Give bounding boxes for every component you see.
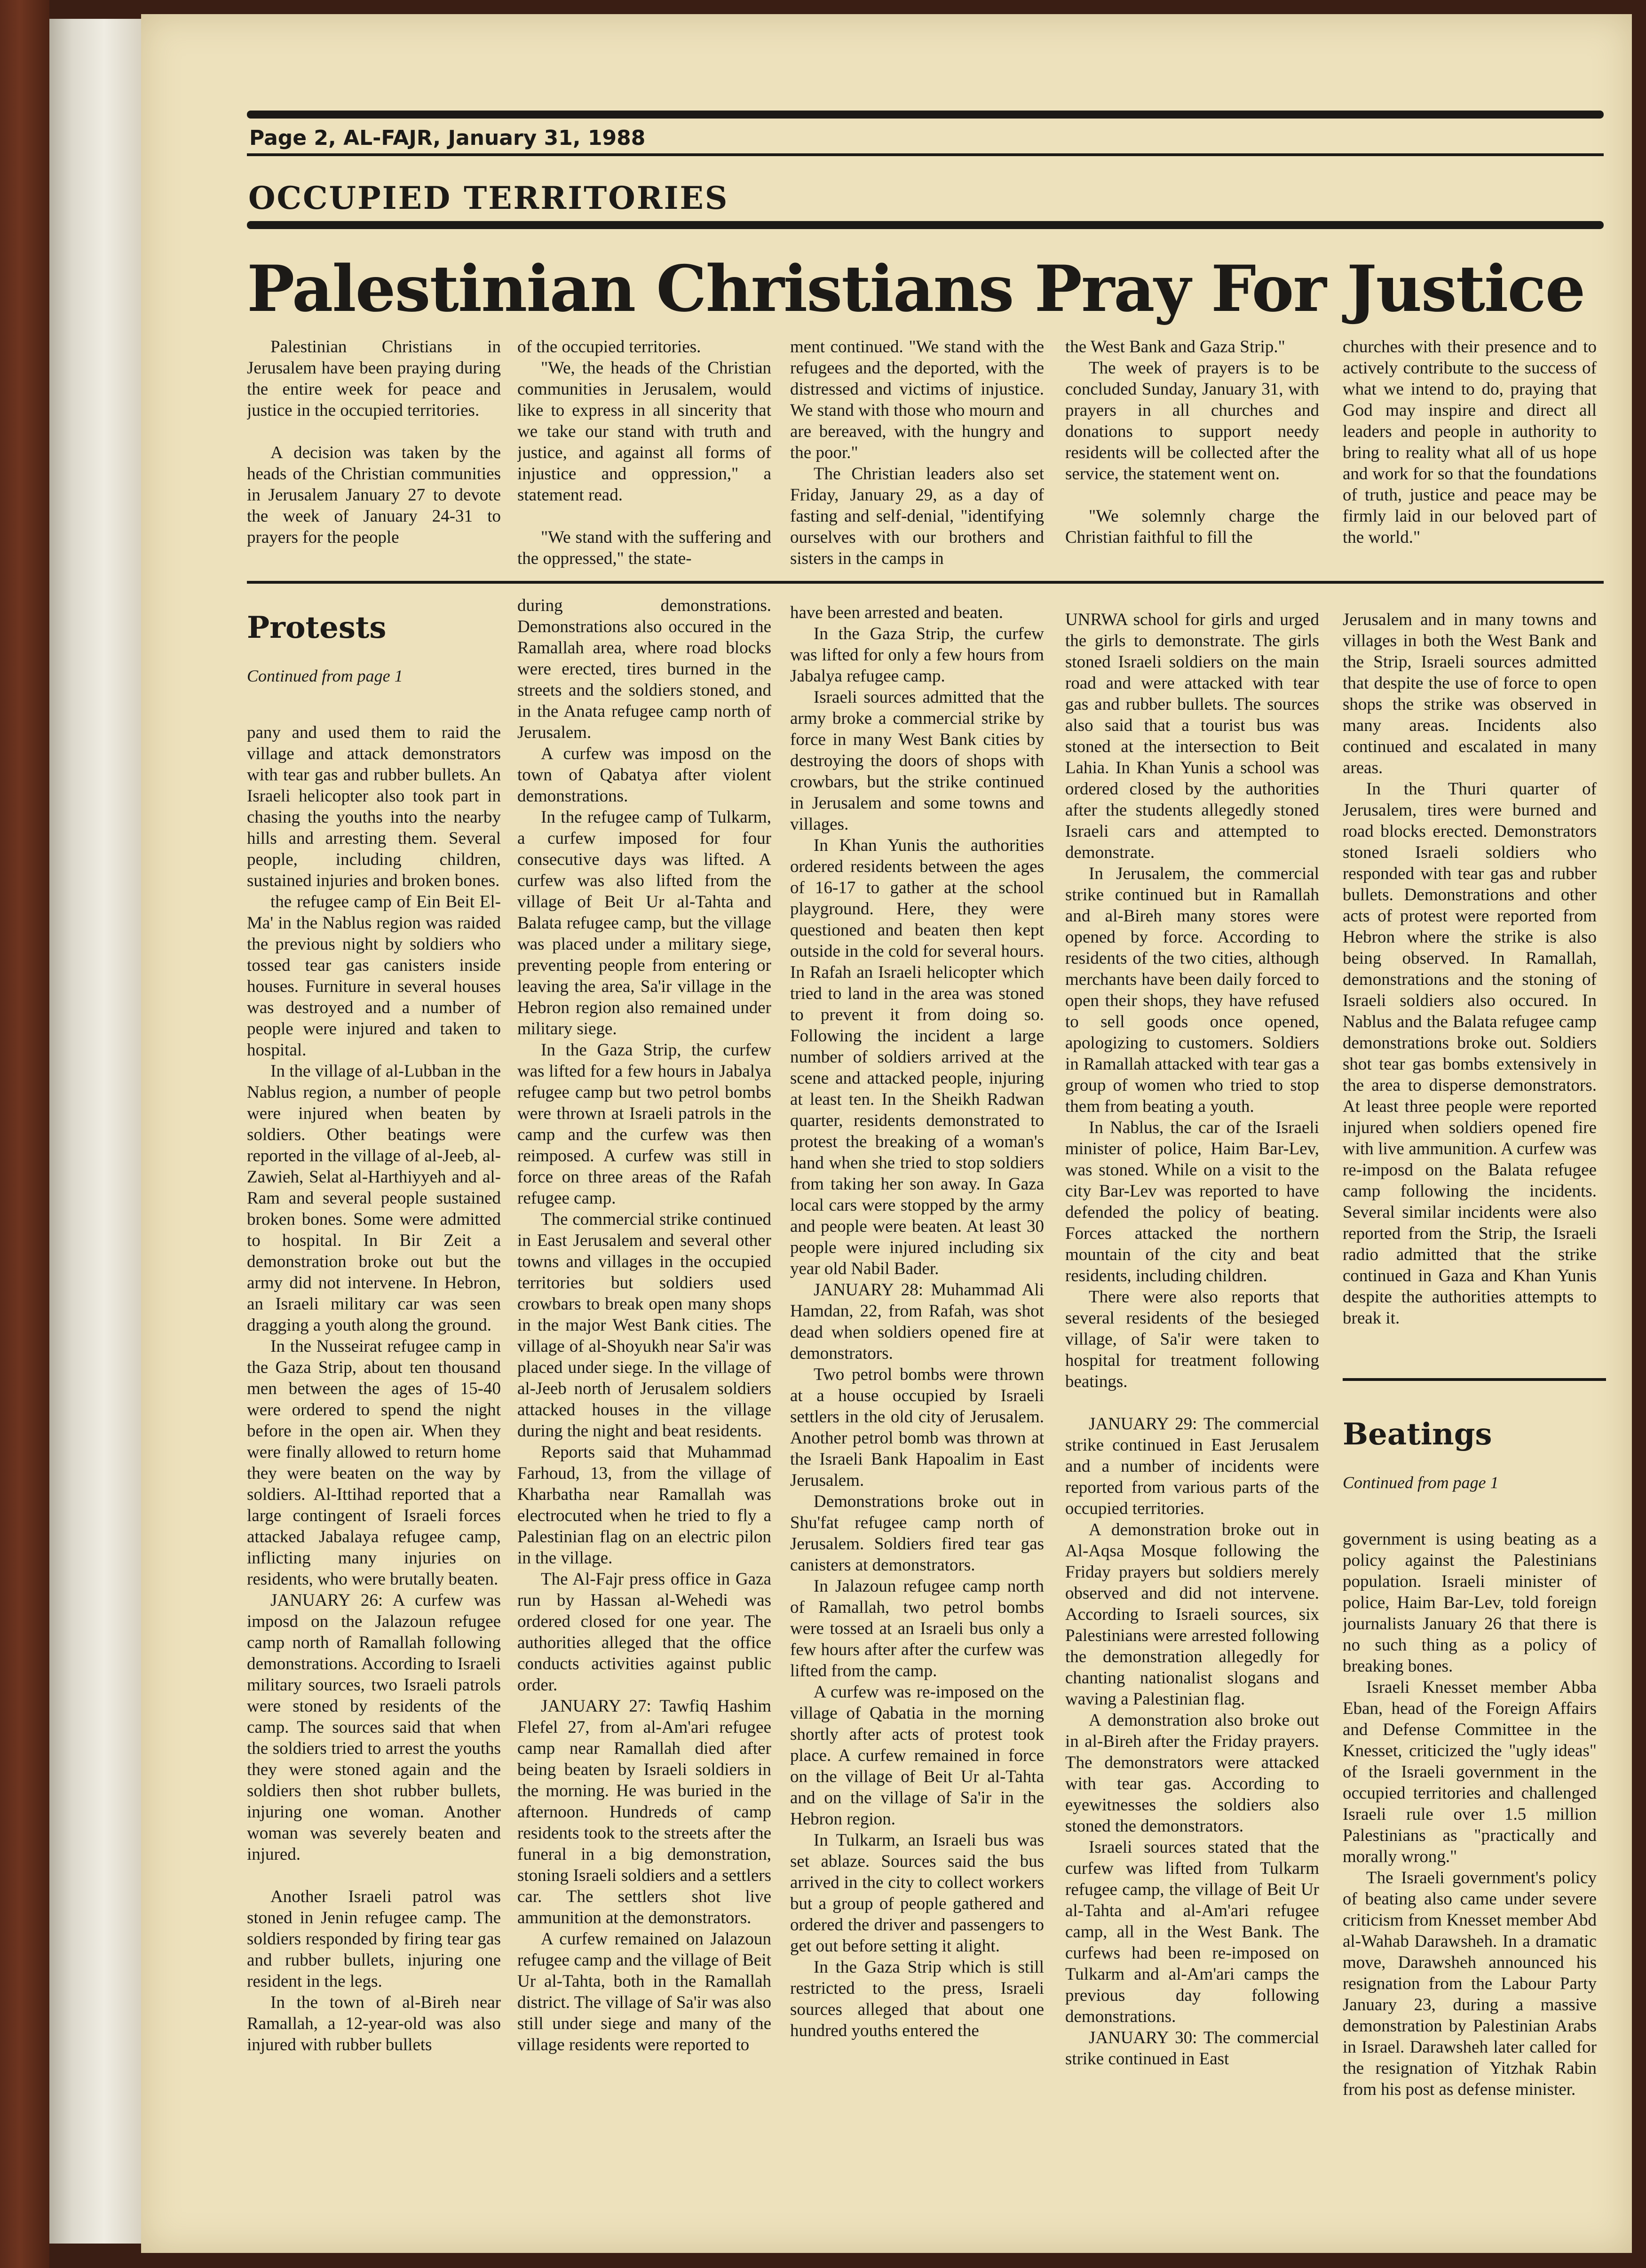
headline: Palestinian Christians Pray For Justice xyxy=(247,251,1585,326)
book-binding xyxy=(0,0,49,2268)
folio-rule xyxy=(247,153,1604,156)
beatings-paragraph: Israeli Knesset member Abba Eban, head of the Foreign Affairs and Defense Committee in the Knesset, criticized the "ugly ideas" of the Israeli government in the occupied territories and challenged Israeli rule over 1.5 million Palestinians as "practically and morally wrong." xyxy=(1343,1678,1597,1866)
protests-column-5 xyxy=(1343,609,1597,1371)
protests-paragraph: In the Gaza Strip, the curfew was lifted for only a few hours from Jabalya refugee camp. xyxy=(790,624,1044,686)
protests-heading: Protests xyxy=(247,610,387,645)
newspaper-page xyxy=(141,14,1632,2253)
lead-column-3 xyxy=(790,336,1044,581)
protests-paragraph: In Nablus, the car of the Israeli minister of police, Haim Bar-Lev, was stoned. While on a visit to the city Bar-Lev was reported to have defended the policy of beating. Forces attacked the northern mountain of the city and beat residents, including children. xyxy=(1065,1118,1319,1285)
protests-paragraph: Jerusalem and in many towns and villages in both the West Bank and the Strip, Israeli sources admitted that despite the use of force to open shops the strike was observed in many areas. Incidents also continued and escalated in many areas. xyxy=(1343,610,1597,777)
protests-paragraph: In the Gaza Strip which is still restricted to the press, Israeli sources alleged that about one hundred youths entered the xyxy=(790,1958,1044,2040)
section-rule xyxy=(247,221,1604,229)
protests-paragraph: A curfew was re-imposed on the village of Qabatia in the morning shortly after acts of protest took place. A curfew remained in force on the village of Beit Ur al-Tahta and on the village of Sa'ir in the Hebron region. xyxy=(790,1682,1044,1829)
protests-paragraph: the refugee camp of Ein Beit El-Ma' in the Nablus region was raided the previous night by soldiers who tossed tear gas canisters inside houses. Furniture in several houses was destroyed and a number of people were injured and taken to hospital. xyxy=(247,892,501,1060)
protests-column-3 xyxy=(790,602,1044,2185)
protests-column-4 xyxy=(1065,609,1319,2185)
page-edges xyxy=(49,19,144,2244)
protests-paragraph: UNRWA school for girls and urged the girls to demonstrate. The girls stoned Israeli soldiers on the main road and were attacked with tear gas and rubber bullets. The sources also said that a tourist bus was stoned at the intersection to Beit Lahia. In Khan Yunis a school was ordered closed by the authorities after the students allegedly stoned Israeli cars and attempted to demonstrate. xyxy=(1065,610,1319,862)
beatings-column xyxy=(1343,1406,1597,2185)
protests-paragraph: JANUARY 28: Muhammad Ali Hamdan, 22, from Rafah, was shot dead when soldiers opened fire at demonstrators. xyxy=(790,1280,1044,1363)
protests-paragraph: A demonstration also broke out in al-Bireh after the Friday prayers. The demonstrators were attacked with tear gas. According to eyewitnesses the soldiers also stoned the demonstrators. xyxy=(1065,1711,1319,1836)
protests-paragraph: In the Thuri quarter of Jerusalem, tires were burned and road blocks erected. Demonstrators stoned Israeli soldiers who responded with tear gas and rubber bullets. Demonstrations and other acts of protest were reported from Hebron where the strike is also being observed. In Ramallah, demonstrations and the stoning of Israeli soldiers also occured. In Nablus and the Balata refugee camp demonstrations broke out. Soldiers shot tear gas bombs extensively in the area to disperse demonstrators. At least three people were reported injured when soldiers opened fire with live ammunition. A curfew was re-imposd on the Balata refugee camp following the incidents. Several similar incidents were also reported from the Strip, the Israeli radio admitted that the strike continued in Gaza and Khan Yunis despite the authorities attempts to break it. xyxy=(1343,779,1597,1328)
protests-column-1 xyxy=(247,600,501,2185)
protests-paragraph: There were also reports that several residents of the besieged village, of Sa'ir were taken to hospital for treatment following beatings. xyxy=(1065,1287,1319,1391)
continued-note: Continued from page 1 xyxy=(1343,1473,1499,1492)
story-separator xyxy=(247,581,1604,584)
beatings-heading: Beatings xyxy=(1343,1417,1492,1452)
protests-paragraph: In Jalazoun refugee camp north of Ramallah, two petrol bombs were tossed at an Israeli bus only a few hours after after the curfew was lifted from the camp. xyxy=(790,1577,1044,1681)
beatings-paragraph: government is using beating as a policy against the Palestinians population. Israeli minister of police, Haim Bar-Lev, told foreign journalists January 26 that there is no such thing as a policy of breaking bones. xyxy=(1343,1530,1597,1676)
protests-paragraph: Another Israeli patrol was stoned in Jenin refugee camp. The soldiers responded by firing tear gas and rubber bullets, injuring one resident in the legs. xyxy=(247,1887,501,1991)
protests-paragraph: A curfew remained on Jalazoun refugee camp and the village of Beit Ur al-Tahta, both in the Ramallah district. The village of Sa'ir was also still under siege and many of the village residents were reported to xyxy=(517,1929,771,2054)
lead-column-2 xyxy=(517,336,771,581)
protests-paragraph: In the refugee camp of Tulkarm, a curfew imposed for four consecutive days was lifted. A curfew was also lifted from the village of Beit Ur al-Tahta and Balata refugee camp, but the village was placed under a military siege, preventing people from entering or leaving the area, Sa'ir village in the Hebron region also remained under military siege. xyxy=(517,808,771,1039)
lead-paragraph: The week of prayers is to be concluded Sunday, January 31, with prayers in all churches and donations to support needy residents will be collected after the service, the statement went on. xyxy=(1065,358,1319,484)
lead-paragraph: ment continued. "We stand with the refugees and the deported, with the distressed and victims of injustice. We stand with those who mourn and are bereaved, with the hungry and the poor." xyxy=(790,337,1044,462)
protests-column-2 xyxy=(517,595,771,2185)
beatings-paragraph: The Israeli government's policy of beating also came under severe criticism from Knesset member Abd al-Wahab Darawsheh. In a dramatic move, Darawsheh announced his resignation from the Labour Party January 23, during a massive demonstration by Palestinian Arabs in Israel. Darawsheh later called for the resignation of Yitzhak Rabin from his post as defense minister. xyxy=(1343,1868,1597,2099)
lead-column-5 xyxy=(1343,336,1597,581)
folio-line: Page 2, AL-FAJR, January 31, 1988 xyxy=(249,126,646,150)
protests-paragraph: Israeli sources admitted that the army broke a commercial strike by force in many West Bank cities by destroying the doors of shops with crowbars, but the strike continued in Jerusalem and some towns and villages. xyxy=(790,688,1044,834)
protests-paragraph: JANUARY 26: A curfew was imposd on the Jalazoun refugee camp north of Ramallah following demonstrations. According to Israeli military sources, two Israeli patrols were stoned by residents of the camp. The sources said that when the soldiers tried to arrest the youths they were stoned again and the soldiers then shot rubber bullets, injuring one woman. Another woman was severely beaten and injured. xyxy=(247,1591,501,1864)
lead-paragraph: "We stand with the suffering and the oppressed," the state- xyxy=(517,528,771,568)
protests-paragraph: JANUARY 29: The commercial strike continued in East Jerusalem and a number of incidents were reported from various parts of the occupied territories. xyxy=(1065,1414,1319,1518)
story-separator xyxy=(1343,1378,1606,1381)
protests-paragraph: In the Nusseirat refugee camp in the Gaza Strip, about ten thousand men between the ages of 15-40 were ordered to spend the night before in the open air. When they were finally allowed to return home they were beaten on the way by soldiers. Al-Ittihad reported that a large contingent of Israeli forces attacked Jabalaya refugee camp, inflicting many injuries on residents, who were brutally beaten. xyxy=(247,1337,501,1589)
protests-paragraph: In the Gaza Strip, the curfew was lifted for a few hours in Jabalya refugee camp but two petrol bombs were thrown at Israeli patrols in the camp and the curfew was then reimposed. A curfew was still in force on three areas of the Rafah refugee camp. xyxy=(517,1040,771,1208)
lead-paragraph: The Christian leaders also set Friday, January 29, as a day of fasting and self-denial, "identifying ourselves with our brothers and sisters in the camps in xyxy=(790,464,1044,568)
protests-paragraph: A curfew was imposd on the town of Qabatya after violent demonstrations. xyxy=(517,744,771,806)
protests-paragraph: Reports said that Muhammad Farhoud, 13, from the village of Kharbatha near Ramallah was electrocuted when he tried to fly a Palestinian flag on an electric pilon in the village. xyxy=(517,1443,771,1568)
protests-paragraph: A demonstration broke out in Al-Aqsa Mosque following the Friday prayers but soldiers merely observed and did not intervene. According to Israeli sources, six Palestinians were arrested following the demonstration allegedly for chanting nationalist slogans and waving a Palestinian flag. xyxy=(1065,1520,1319,1709)
protests-paragraph: In Jerusalem, the commercial strike continued but in Ramallah and al-Bireh many stores were opened by force. According to residents of the two cities, although merchants have been daily forced to open their shops, they have refused to sell goods once opened, apologizing to customers. Soldiers in Ramallah attacked with tear gas a group of women who tried to stop them from beating a youth. xyxy=(1065,864,1319,1116)
protests-paragraph: The commercial strike continued in East Jerusalem and several other towns and villages in the occupied territories but soldiers used crowbars to break open many shops in the major West Bank cities. The village of al-Shoyukh near Sa'ir was placed under siege. In the village of al-Jeeb north of Jerusalem soldiers attacked houses in the village during the night and beat residents. xyxy=(517,1210,771,1441)
lead-paragraph: "We, the heads of the Christian communities in Jerusalem, would like to express in all sincerity that we take our stand with truth and justice, and against all forms of injustice and oppression," a statement read. xyxy=(517,358,771,505)
protests-paragraph: In the village of al-Lubban in the Nablus region, a number of people were injured when beaten by soldiers. Other beatings were reported in the village of al-Jeeb, al-Zawieh, Selat al-Harthiyyeh and al-Ram and several people sustained broken bones. Some were admitted to hospital. In Bir Zeit a demonstration broke out but the army did not intervene. In Hebron, an Israeli military car was seen dragging a youth along the ground. xyxy=(247,1062,501,1335)
protests-paragraph: JANUARY 30: The commercial strike continued in East xyxy=(1065,2028,1319,2069)
protests-paragraph: In the town of al-Bireh near Ramallah, a 12-year-old was also injured with rubber bullets xyxy=(247,1993,501,2054)
top-rule xyxy=(247,111,1604,119)
lead-paragraph: A decision was taken by the heads of the Christian communities in Jerusalem January 27 to devote the week of January 24-31 to prayers for the people xyxy=(247,443,501,547)
lead-column-4 xyxy=(1065,336,1319,581)
lead-paragraph: the West Bank and Gaza Strip." xyxy=(1065,337,1285,357)
protests-paragraph: Two petrol bombs were thrown at a house occupied by Israeli settlers in the old city of Jerusalem. Another petrol bomb was thrown at the Israeli Bank Hapoalim in East Jerusalem. xyxy=(790,1365,1044,1490)
protests-paragraph: have been arrested and beaten. xyxy=(790,603,1003,622)
section-title: OCCUPIED TERRITORIES xyxy=(248,180,729,216)
lead-column-1 xyxy=(247,336,501,581)
protests-paragraph: In Khan Yunis the authorities ordered residents between the ages of 16-17 to gather at the school playground. Here, they were questioned and beaten then kept outside in the cold for several hours. In Rafah an Israeli helicopter which tried to land in the area was stoned to prevent it from doing so. Following the incident a large number of soldiers arrived at the scene and attacked people, injuring at least ten. In the Sheikh Radwan quarter, residents demonstrated to protest the breaking of a woman's hand when she tried to stop soldiers from taking her son away. In Gaza local cars were stopped by the army and people were beaten. At least 30 people were injured including six year old Nabil Bader. xyxy=(790,836,1044,1278)
protests-paragraph: JANUARY 27: Tawfiq Hashim Flefel 27, from al-Am'ari refugee camp near Ramallah died after being beaten by Israeli soldiers in the morning. He was buried in the afternoon. Hundreds of camp residents took to the streets after the funeral in a big demonstration, stoning Israeli soldiers and a settlers car. The settlers shot live ammunition at the demonstrators. xyxy=(517,1697,771,1927)
lead-paragraph: Palestinian Christians in Jerusalem have been praying during the entire week for peace and justice in the occupied territories. xyxy=(247,337,501,420)
protests-paragraph: Israeli sources stated that the curfew was lifted from Tulkarm refugee camp, the village of Beit Ur al-Tahta and al-Am'ari refugee camp, all in the West Bank. The curfews had been re-imposed on Tulkarm and al-Am'ari camps the previous day following demonstrations. xyxy=(1065,1838,1319,2026)
lead-paragraph: churches with their presence and to actively contribute to the success of what we intend to do, praying that God may inspire and direct all leaders and people in authority to bring to reality what all of us hope and work for so that the foundations of truth, justice and peace may be firmly laid in our beloved part of the world." xyxy=(1343,337,1597,547)
protests-paragraph: In Tulkarm, an Israeli bus was set ablaze. Sources said the bus arrived in the city to collect workers but a group of people gathered and ordered the driver and passengers to get out before setting it alight. xyxy=(790,1831,1044,1956)
lead-paragraph: "We solemnly charge the Christian faithful to fill the xyxy=(1065,507,1319,547)
lead-paragraph: of the occupied territories. xyxy=(517,337,701,357)
protests-paragraph: The Al-Fajr press office in Gaza run by Hassan al-Wehedi was ordered closed for one year. The authorities alleged that the office conducts activities against public order. xyxy=(517,1570,771,1695)
protests-paragraph: pany and used them to raid the village and attack demonstrators with tear gas and rubber bullets. An Israeli helicopter also took part in chasing the youths into the nearby hills and arresting them. Several people, including children, sustained injuries and broken bones. xyxy=(247,723,501,890)
protests-paragraph: Demonstrations broke out in Shu'fat refugee camp north of Jerusalem. Soldiers fired tear gas canisters at demonstrators. xyxy=(790,1492,1044,1575)
continued-note: Continued from page 1 xyxy=(247,666,403,685)
protests-paragraph: during demonstrations. Demonstrations also occured in the Ramallah area, where road blocks were erected, tires burned in the streets and the soldiers stoned, and in the Anata refugee camp north of Jerusalem. xyxy=(517,596,771,742)
